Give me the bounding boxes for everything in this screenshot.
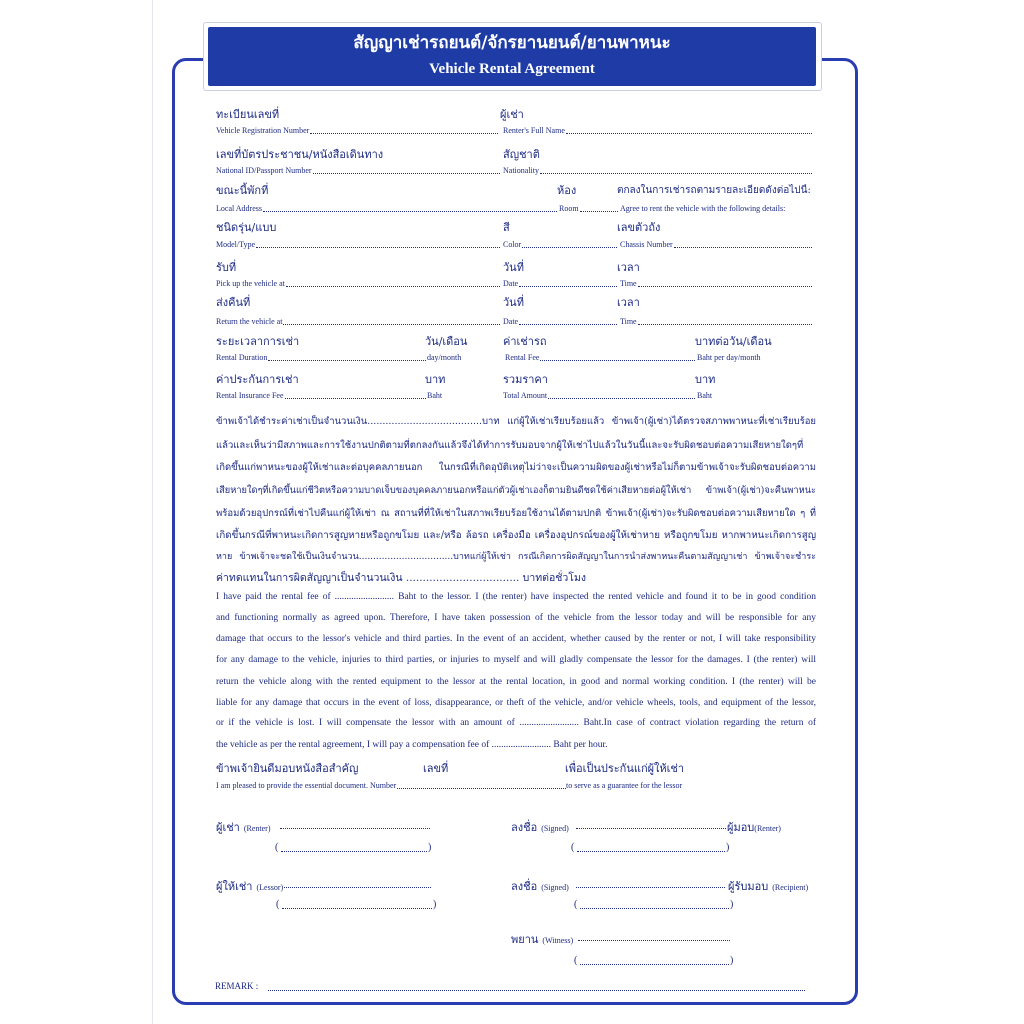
- fee-unit-en: Baht per day/month: [697, 353, 761, 362]
- duration-label-en: Rental Duration: [216, 353, 268, 362]
- pickup-date-field: [503, 279, 617, 289]
- renter-name-print-line: [281, 851, 427, 852]
- nationality-label-th: สัญชาติ: [503, 148, 540, 161]
- terms-en-line: the vehicle as per the rental agreement, I will pay a compensation fee of ......................... Baht per hour.: [216, 740, 608, 750]
- color-label-th: สี: [503, 221, 510, 234]
- header-banner: [208, 27, 816, 86]
- reg-no-blank: [310, 133, 498, 134]
- return-time-label-th: เวลา: [617, 296, 640, 309]
- terms-en-line: I have paid the rental fee of ......................... Baht to the lessor. I (the renter) have inspected the rented vehicle and found it to be in good condition: [216, 592, 816, 602]
- signed-en: (Signed): [541, 883, 569, 892]
- fee-blank: [540, 360, 695, 361]
- pickup-time-field: [620, 279, 812, 289]
- total-label-th: รวมราคา: [503, 373, 548, 386]
- lessor-sig-en: (Lessor): [256, 883, 284, 892]
- total-unit-th: บาท: [695, 373, 716, 386]
- return-time-field: [620, 317, 812, 327]
- return-label-th: ส่งคืนที่: [216, 296, 251, 309]
- guarantee-number-blank: [397, 788, 566, 789]
- signed-en: (Signed): [541, 824, 569, 833]
- lessor-signature-line: [284, 887, 431, 888]
- terms-th-line: ข้าพเจ้าได้ชำระค่าเช่าเป็นจำนวนเงิน......................................บาท แก่ผู้ให้เช่าเรียบร้อยแล้ว ข้าพเจ้า(ผู้เช่า)ได้ตรวจสภาพพาหนะที่เช่าเรียบร้อย: [216, 416, 816, 427]
- duration-unit-th: วัน/เดือน: [425, 335, 468, 348]
- color-field: [503, 240, 617, 250]
- reg-no-label-th: ทะเบียนเลขที่: [216, 108, 280, 121]
- reg-no-label-en: Vehicle Registration Number: [216, 126, 310, 135]
- return-time-label-en: Time: [620, 317, 637, 326]
- terms-en-line: or if the vehicle is lost. I will compensate the lessor with an amount of ......................... Baht.In case of contract violation regarding the return of: [216, 718, 816, 728]
- duration-field: [216, 353, 426, 363]
- nationality-label-en: Nationality: [503, 166, 539, 175]
- signed-th: ลงชื่อ: [511, 821, 538, 834]
- agree-label-th: ตกลงในการเช่ารถตามรายละเอียดดังต่อไปนี้:: [617, 185, 811, 196]
- witness-signature-line: [578, 940, 730, 941]
- chassis-label-en: Chassis Number: [620, 240, 673, 249]
- model-blank: [256, 247, 500, 248]
- paren-open: (: [276, 899, 280, 910]
- guarantee-number-th: เลขที่: [423, 762, 449, 775]
- terms-en-line: damage that occurs to the lessor's vehicle and third parties. In the event of an accident, whether caused by the renter or not, I will take responsibility: [216, 634, 816, 644]
- pickup-field: [216, 279, 500, 289]
- return-label-en: Return the vehicle at: [216, 317, 283, 326]
- witness-label: [511, 930, 573, 948]
- room-label-th: ห้อง: [557, 184, 577, 197]
- paren-close: ): [433, 899, 437, 910]
- pickup-label-en: Pick up the vehicle at: [216, 279, 285, 288]
- return-field: [216, 317, 500, 327]
- chassis-field: [620, 240, 812, 250]
- guarantee-lead-en: I am pleased to provide the essential document. Number: [216, 781, 397, 790]
- signed-label-1: [511, 818, 569, 836]
- pickup-blank: [286, 286, 500, 287]
- renter-name-blank: [566, 133, 812, 134]
- paren-close: ): [730, 955, 734, 966]
- title-thai: สัญญาเช่ารถยนต์/จักรยานยนต์/ยานพาหนะ: [353, 33, 671, 53]
- terms-th-line: แล้วและเห็นว่ามีสภาพและการใช้งานปกติตามที่ตกลงกันแล้วจึงได้ทำการรับมอบจากผู้ให้เช่าไปแล้วในวันนี้และจะรับผิดชอบต่อความเสียหายใดๆที่: [216, 440, 804, 451]
- paren-open: (: [574, 955, 578, 966]
- terms-th-line: เกิดขึ้นแก่พาหนะของผู้ให้เช่าและต่อบุคคลภายนอก ในกรณีที่เกิดอุบัติเหตุไม่ว่าจะเป็นความผิดของผู้เช่าหรือไม่ก็ตามข้าพเจ้าจะรับผิดชอบต่อความ: [216, 462, 816, 473]
- terms-th-line: เสียหายใดๆที่เกิดขึ้นแก่ชีวิตหรือความบาดเจ็บของบุคคลภายนอกหรือแก่ตัวผู้เช่าเองก็ตามยินดีชดใช้ค่าเสียหายต่อผู้ให้เช่า ข้าพเจ้า(ผู้เช่า)จะคืนพาหนะ: [216, 485, 816, 496]
- giver-signature-line: [576, 828, 726, 829]
- duration-blank: [268, 360, 426, 361]
- nationality-field: [503, 166, 812, 176]
- insurance-blank: [285, 398, 426, 399]
- lessor-signature-label: [216, 877, 283, 895]
- pickup-time-blank: [638, 286, 812, 287]
- return-blank: [283, 324, 500, 325]
- address-blank: [263, 211, 557, 212]
- reg-no-field: [216, 126, 498, 136]
- paren-open: (: [571, 842, 575, 853]
- id-no-blank: [313, 173, 500, 174]
- chassis-blank: [674, 247, 812, 248]
- paren-close: ): [726, 842, 730, 853]
- return-date-label-th: วันที่: [503, 296, 524, 309]
- terms-th-line: พร้อมด้วยอุปกรณ์ที่เช่าไปคืนแก่ผู้ให้เช่า ณ สถานที่ที่ให้เช่าในสภาพเรียบร้อยใช้งานได้ตามปกติ ข้าพเจ้า(ผู้เช่า)จะรับผิดชอบต่อความเสียหายใด ๆ ที่: [216, 508, 816, 519]
- fee-label-en: Rental Fee: [505, 353, 540, 362]
- paren-close: ): [428, 842, 432, 853]
- agree-label-en: Agree to rent the vehicle with the following details:: [620, 204, 786, 213]
- chassis-label-th: เลขตัวถัง: [617, 221, 661, 234]
- giver-th: ผู้มอบ: [727, 821, 755, 834]
- giver-label: [727, 818, 781, 836]
- pickup-date-label-en: Date: [503, 279, 519, 288]
- terms-en-line: liable for any damage that occurs in the event of loss, disappearance, or theft of the vehicle, and/or vehicle wheels, tools, and equipment of the lessor,: [216, 698, 816, 708]
- nationality-blank: [540, 173, 812, 174]
- giver-name-print-line: [577, 851, 725, 852]
- remark-label: REMARK :: [215, 981, 259, 991]
- room-field: [559, 204, 618, 214]
- remark-line: [268, 990, 805, 991]
- renter-label-en: Renter's Full Name: [503, 126, 565, 135]
- renter-signature-line: [280, 828, 430, 829]
- guarantee-field: [216, 781, 566, 791]
- insurance-unit-en: Baht: [427, 391, 443, 400]
- renter-label-th: ผู้เช่า: [500, 108, 524, 121]
- duration-unit-en: day/month: [427, 353, 462, 362]
- pickup-time-label-en: Time: [620, 279, 637, 288]
- lessor-sig-th: ผู้ให้เช่า: [216, 880, 253, 893]
- title-english: Vehicle Rental Agreement: [429, 61, 595, 77]
- terms-th-line: ค่าทดแทนในการผิดสัญญาเป็นจำนวนเงิน .................................. บาทต่อชั่วโมง: [216, 572, 586, 584]
- guarantee-lead-th: ข้าพเจ้ายินดีมอบหนังสือสำคัญ: [216, 762, 359, 775]
- model-field: [216, 240, 500, 250]
- return-date-label-en: Date: [503, 317, 519, 326]
- signed-label-2: [511, 877, 569, 895]
- pickup-date-blank: [519, 286, 617, 287]
- fee-label-th: ค่าเช่ารถ: [503, 335, 547, 348]
- id-no-label-en: National ID/Passport Number: [216, 166, 312, 175]
- witness-th: พยาน: [511, 933, 539, 946]
- giver-en: (Renter): [754, 824, 781, 833]
- total-unit-en: Baht: [697, 391, 713, 400]
- renter-name-field: [503, 126, 812, 136]
- color-label-en: Color: [503, 240, 522, 249]
- paren-open: (: [574, 899, 578, 910]
- recipient-signature-line: [576, 887, 725, 888]
- duration-label-th: ระยะเวลาการเช่า: [216, 335, 300, 348]
- fee-unit-th: บาทต่อวัน/เดือน: [695, 335, 772, 348]
- return-time-blank: [638, 324, 812, 325]
- id-no-label-th: เลขที่บัตรประชาชน/หนังสือเดินทาง: [216, 148, 384, 161]
- renter-sig-en: (Renter): [243, 824, 271, 833]
- address-label-th: ขณะนี้พักที่: [216, 184, 269, 197]
- recipient-th: ผู้รับมอบ: [728, 880, 769, 893]
- recipient-name-print-line: [580, 908, 729, 909]
- insurance-field: [216, 391, 426, 401]
- terms-en-line: return the vehicle along with the rented equipment to the lessor at the rental location, in good and normal working condition. I (the renter) will be: [216, 677, 816, 687]
- recipient-label: [728, 877, 808, 895]
- guarantee-purpose-en: to serve as a guarantee for the lessor: [566, 781, 683, 790]
- signed-th: ลงชื่อ: [511, 880, 538, 893]
- renter-signature-label: [216, 818, 271, 836]
- insurance-label-en: Rental Insurance Fee: [216, 391, 284, 400]
- model-label-en: Model/Type: [216, 240, 255, 249]
- witness-en: (Witness): [542, 936, 574, 945]
- id-no-field: [216, 166, 500, 176]
- total-field: [503, 391, 695, 401]
- guarantee-purpose-th: เพื่อเป็นประกันแก่ผู้ให้เช่า: [565, 762, 685, 775]
- terms-en-line: and functioning normally as agreed upon. Therefore, I have taken possession of the vehicle from the lessor today and will be responsible for any: [216, 613, 816, 623]
- room-label-en: Room: [559, 204, 579, 213]
- address-field: [216, 204, 557, 214]
- witness-name-print-line: [580, 964, 729, 965]
- terms-th-line: หาย ข้าพเจ้าจะชดใช้เป็นเงินจำนวน.................................บาทแก่ผู้ให้เช่า กรณีเกิดการผิดสัญญาในการนำส่งพาหนะคืนตามสัญญาเช่า ข้าพเจ้าจะชำระ: [216, 552, 816, 562]
- paper-edge-left: [152, 0, 153, 1024]
- pickup-label-th: รับที่: [216, 261, 237, 274]
- return-date-field: [503, 317, 617, 327]
- insurance-label-th: ค่าประกันการเช่า: [216, 373, 299, 386]
- recipient-en: (Recipient): [772, 883, 809, 892]
- paren-close: ): [730, 899, 734, 910]
- insurance-unit-th: บาท: [425, 373, 446, 386]
- lessor-name-print-line: [282, 908, 432, 909]
- total-blank: [548, 398, 695, 399]
- model-label-th: ชนิดรุ่น/แบบ: [216, 221, 277, 234]
- terms-en-line: for any damage to the vehicle, injuries to third parties, or injuries to myself and will gladly compensate the lessor for the damages. I (the renter) will: [216, 655, 816, 665]
- return-date-blank: [519, 324, 617, 325]
- renter-sig-th: ผู้เช่า: [216, 821, 240, 834]
- paren-open: (: [275, 842, 279, 853]
- address-label-en: Local Address: [216, 204, 262, 213]
- fee-field: [505, 353, 695, 363]
- pickup-date-label-th: วันที่: [503, 261, 524, 274]
- pickup-time-label-th: เวลา: [617, 261, 640, 274]
- room-blank: [580, 211, 618, 212]
- terms-th-line: เกิดขึ้นกรณีที่พาหนะเกิดการสูญหายหรือถูกขโมย และ/หรือ ล้อรถ เครื่องมือ เครื่องอุปกรณ์ของผู้ให้เช่าหาย หรือถูกขโมย หากพาหนะเกิดการสูญ: [216, 530, 816, 541]
- total-label-en: Total Amount: [503, 391, 548, 400]
- color-blank: [522, 247, 617, 248]
